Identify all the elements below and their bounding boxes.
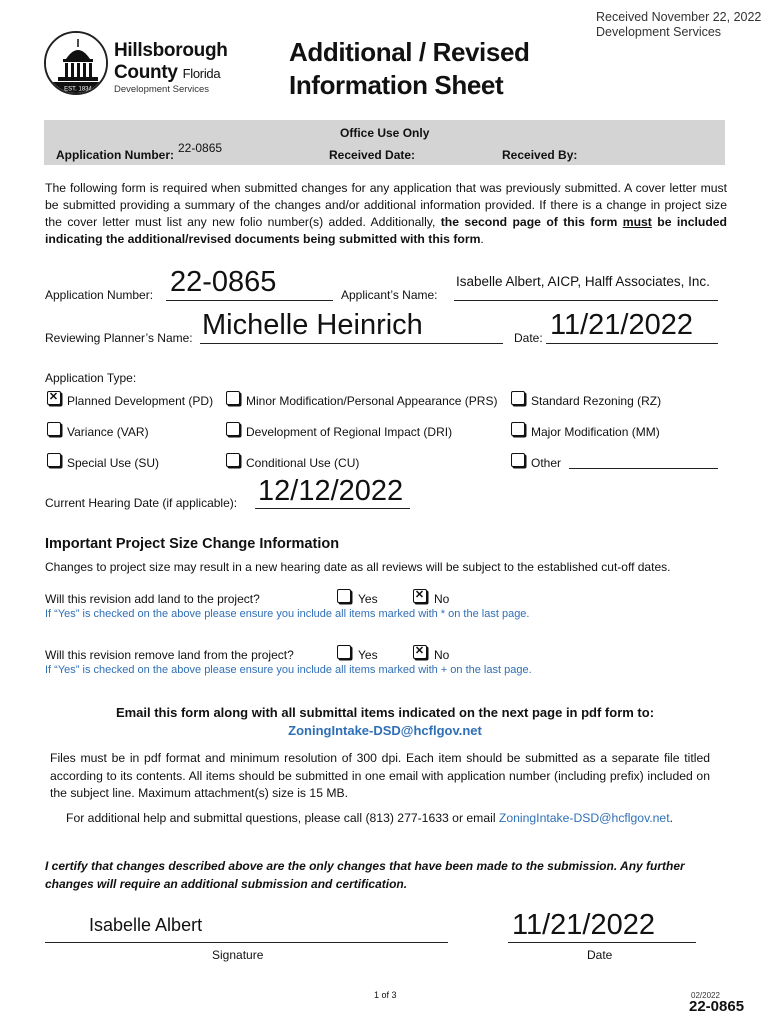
other-line[interactable] <box>569 468 718 469</box>
q2-yes-checkbox[interactable] <box>337 645 351 659</box>
app-number-label: Application Number: <box>45 288 154 302</box>
pd-checkbox[interactable] <box>47 391 61 405</box>
su-label: Special Use (SU) <box>67 456 160 470</box>
help-text-body: For additional help and submittal questions, please call (813) 277-1633 or email <box>66 811 499 825</box>
mm-checkbox[interactable] <box>511 422 525 436</box>
q1-yes-label: Yes <box>358 592 378 606</box>
intro-bold-must: must <box>622 215 652 229</box>
date-label: Date: <box>514 331 543 345</box>
q2-yes-label: Yes <box>358 648 378 662</box>
help-text <box>66 811 673 825</box>
rz-checkbox[interactable] <box>511 391 525 405</box>
intro-bold-b: be included indicating the additional/revised documents being submitted with this form <box>45 215 727 246</box>
q2-note: If “Yes” is checked on the above please ensure you include all items marked with + on the last page. <box>45 664 532 676</box>
planner-field[interactable]: Michelle Heinrich <box>202 309 423 341</box>
help-email-link[interactable]: ZoningIntake-DSD@hcflgov.net <box>498 811 670 825</box>
office-app-number-label: Application Number: <box>56 148 175 162</box>
signature-date-field[interactable]: 11/21/2022 <box>512 909 655 941</box>
rz-label: Standard Rezoning (RZ) <box>531 394 662 408</box>
received-stamp <box>596 10 761 40</box>
intro-bold-a: the second page of this form <box>440 215 623 229</box>
office-use-box <box>44 120 725 165</box>
signature-label: Signature <box>212 948 264 962</box>
footer-app-number: 22-0865 <box>689 998 745 1015</box>
applicant-field[interactable]: Isabelle Albert, AICP, Halff Associates, Inc. <box>456 274 710 289</box>
other-checkbox[interactable] <box>511 453 525 467</box>
org-county: County <box>114 62 178 83</box>
office-app-number-value[interactable]: 22-0865 <box>178 141 223 155</box>
q1-no-checkbox[interactable] <box>413 589 427 603</box>
signature-line <box>45 942 448 943</box>
org-name-line-2 <box>114 62 220 85</box>
app-number-line <box>166 300 333 301</box>
q1-text: Will this revision add land to the project? <box>45 592 260 606</box>
seal-est-text: EST. 1834 <box>64 86 92 93</box>
office-received-date-label: Received Date: <box>329 148 416 162</box>
intro-end: . <box>480 232 484 246</box>
dri-label: Development of Regional Impact (DRI) <box>246 425 453 439</box>
org-name-line-1: Hillsborough <box>114 40 228 61</box>
help-text-end: . <box>669 811 673 825</box>
date-field[interactable]: 11/21/2022 <box>550 309 693 341</box>
prs-checkbox[interactable] <box>226 391 240 405</box>
mm-label: Major Modification (MM) <box>531 425 660 439</box>
org-florida: Florida <box>182 66 221 81</box>
signature-field[interactable]: Isabelle Albert <box>89 915 203 935</box>
cu-checkbox[interactable] <box>226 453 240 467</box>
title-line-1: Additional / Revised <box>289 37 530 67</box>
size-change-heading: Important Project Size Change Information <box>45 536 340 552</box>
cu-label: Conditional Use (CU) <box>246 456 360 470</box>
stamp-line-1: Received November 22, 2022 <box>596 10 762 24</box>
q2-no-checkbox[interactable] <box>413 645 427 659</box>
county-seal-logo <box>44 31 108 95</box>
date-line <box>546 343 718 344</box>
var-label: Variance (VAR) <box>67 425 149 439</box>
signature-date-label: Date <box>587 948 613 962</box>
planner-label: Reviewing Planner’s Name: <box>45 331 193 345</box>
title-line-2: Information Sheet <box>289 70 504 100</box>
pd-label: Planned Development (PD) <box>67 394 214 408</box>
certification-text: I certify that changes described above are the only changes that have been made to the submission. Any further changes will require an additional submission and certification. <box>45 859 685 891</box>
courthouse-icon <box>46 33 108 95</box>
other-label: Other <box>531 456 562 470</box>
page-number: 1 of 3 <box>374 990 397 1000</box>
stamp-line-2: Development Services <box>596 25 722 39</box>
email-address-link[interactable]: ZoningIntake-DSD@hcflgov.net <box>288 723 482 738</box>
form-title <box>289 36 530 102</box>
files-instructions: Files must be in pdf format and minimum resolution of 300 dpi. Each item should be submitted as a separate file titled according to its contents. All items should be submitted in one email with application number (including prefix) included on the subject line. Maximum attachment(s) size is 15 MB. <box>50 751 710 800</box>
size-change-subtext: Changes to project size may result in a new hearing date as all reviews will be subject to the established cut-off dates. <box>45 560 671 574</box>
q1-note: If “Yes” is checked on the above please ensure you include all items marked with * on the last page. <box>45 608 530 620</box>
var-checkbox[interactable] <box>47 422 61 436</box>
hearing-label: Current Hearing Date (if applicable): <box>45 496 238 510</box>
dri-checkbox[interactable] <box>226 422 240 436</box>
org-dept: Development Services <box>114 84 210 95</box>
email-heading: Email this form along with all submittal items indicated on the next page in pdf form to: <box>115 705 655 720</box>
form-version: 02/2022 <box>691 991 720 1000</box>
intro-text: The following form is required when submitted changes for any application that was previously submitted. A cover letter must be submitted providing a summary of the changes and/or additional information provided. If there is a change in project size the cover letter must list any new folio number(s) added. Additionally, <box>45 181 727 229</box>
prs-label: Minor Modification/Personal Appearance (PRS) <box>246 394 498 408</box>
office-received-by-label: Received By: <box>502 148 578 162</box>
hearing-line <box>255 508 410 509</box>
planner-line <box>200 343 503 344</box>
intro-paragraph <box>45 180 727 248</box>
app-type-label: Application Type: <box>45 371 137 385</box>
office-use-heading: Office Use Only <box>340 126 430 140</box>
su-checkbox[interactable] <box>47 453 61 467</box>
applicant-label: Applicant’s Name: <box>341 288 438 302</box>
app-number-field[interactable]: 22-0865 <box>170 266 277 298</box>
q2-no-label: No <box>434 648 450 662</box>
signature-date-line <box>508 942 696 943</box>
q1-no-label: No <box>434 592 450 606</box>
hearing-field[interactable]: 12/12/2022 <box>258 475 404 507</box>
q1-yes-checkbox[interactable] <box>337 589 351 603</box>
q2-text: Will this revision remove land from the project? <box>45 648 294 662</box>
applicant-line <box>454 300 718 301</box>
